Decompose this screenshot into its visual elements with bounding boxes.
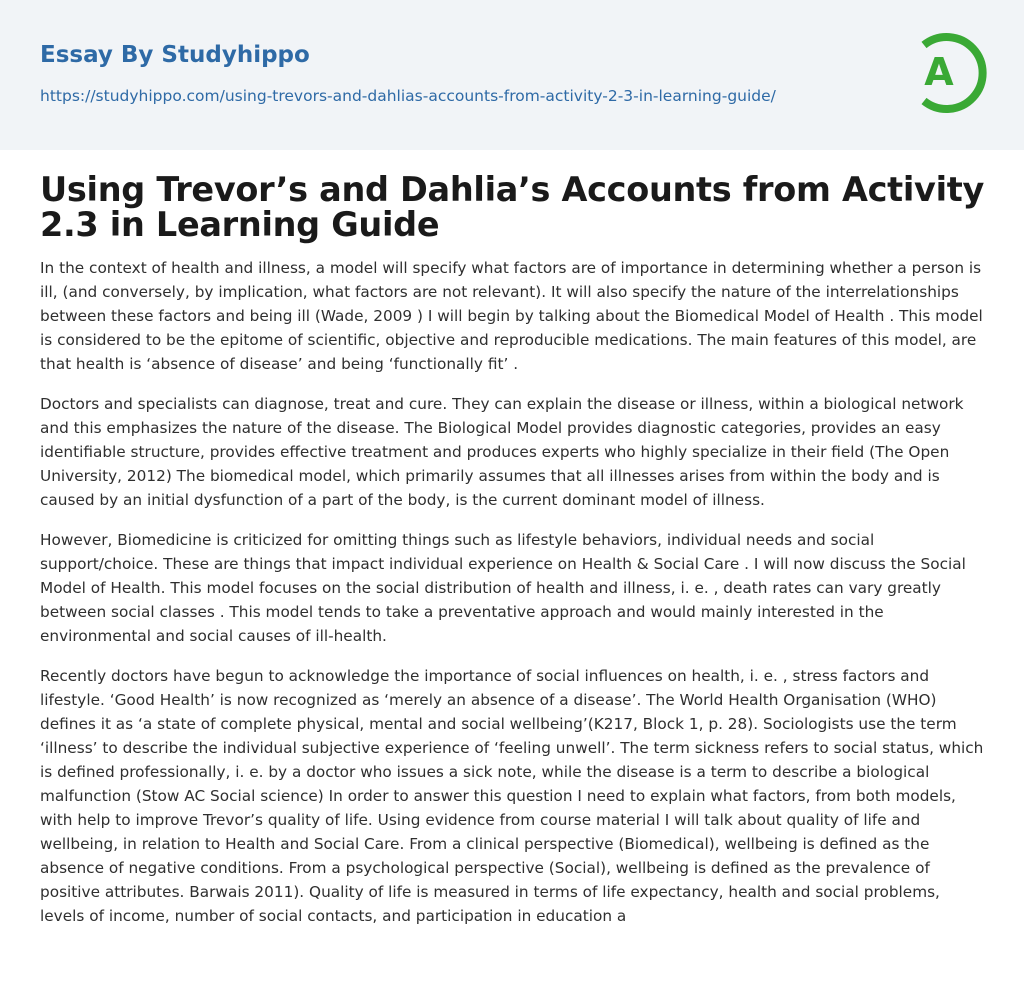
paragraph-1: In the context of health and illness, a model will specify what factors are of importance in determining whether a person is ill, (and conversely, by implication, what factors are not relevant). It will also specify the nature of the interrelationships between these factors and being ill (Wade, 2009 ) I will begin by talking about the Biomedical Model of Health . This model is considered to be the epitome of scientific, objective and reproducible medications. The main features of this model, are that health is ‘absence of disease’ and being ‘functionally fit’ . (40, 259, 983, 373)
logo-letter: A (924, 50, 954, 94)
article-title: Using Trevor’s and Dahlia’s Accounts from Activity 2.3 in Learning Guide (40, 170, 985, 244)
paragraph-2: Doctors and specialists can diagnose, treat and cure. They can explain the disease or illness, within a biological network and this emphasizes the nature of the disease. The Biological Model provides diagnostic categories, provides an easy identifiable structure, provides effective treatment and produces experts who highly specialize in their field (The Open University, 2012) The biomedical model, which primarily assumes that all illnesses arises from within the body and is caused by an initial dysfunction of a part of the body, is the current dominant model of illness. (40, 395, 964, 509)
studyhippo-logo-icon[interactable] (912, 28, 988, 118)
paragraph-4: Recently doctors have begun to acknowledge the importance of social influences on health, i. e. , stress factors and lifestyle. ‘Good Health’ is now recognized as ‘merely an absence of a disease’. The World Health Organisation (WHO) defines it as ‘a state of complete physical, mental and social wellbeing’(K217, Block 1, p. 28). Sociologists use the term ‘illness’ to describe the individual subjective experience of ‘feeling unwell’. The term sickness refers to social status, which is defined professionally, i. e. by a doctor who issues a sick note, while the disease is a term to describe a biological malfunction (Stow AC Social science) In order to answer this question I need to explain what factors, from both models, with help to improve Trevor’s quality of life. Using evidence from course material I will talk about quality of life and wellbeing, in relation to Health and Social Care. From a clinical perspective (Biomedical), wellbeing is defined as the absence of negative conditions. From a psychological perspective (Social), wellbeing is defined as the prevalence of positive attributes. Barwais 2011). Quality of life is measured in terms of life expectancy, health and social problems, levels of income, number of social contacts, and participation in education a (40, 667, 984, 925)
site-header (0, 0, 1024, 150)
article-body (0, 172, 1024, 928)
essay-url-link[interactable]: https://studyhippo.com/using-trevors-and-dahlias-accounts-from-activity-2-3-in-learning-guide/ (40, 87, 776, 105)
site-brand[interactable]: Essay By Studyhippo (40, 42, 310, 68)
paragraph-3: However, Biomedicine is criticized for omitting things such as lifestyle behaviors, individual needs and social support/choice. These are things that impact individual experience on Health & Social Care . I will now discuss the Social Model of Health. This model focuses on the social distribution of health and illness, i. e. , death rates can vary greatly between social classes . This model tends to take a preventative approach and would mainly interested in the environmental and social causes of ill-health. (40, 531, 966, 645)
